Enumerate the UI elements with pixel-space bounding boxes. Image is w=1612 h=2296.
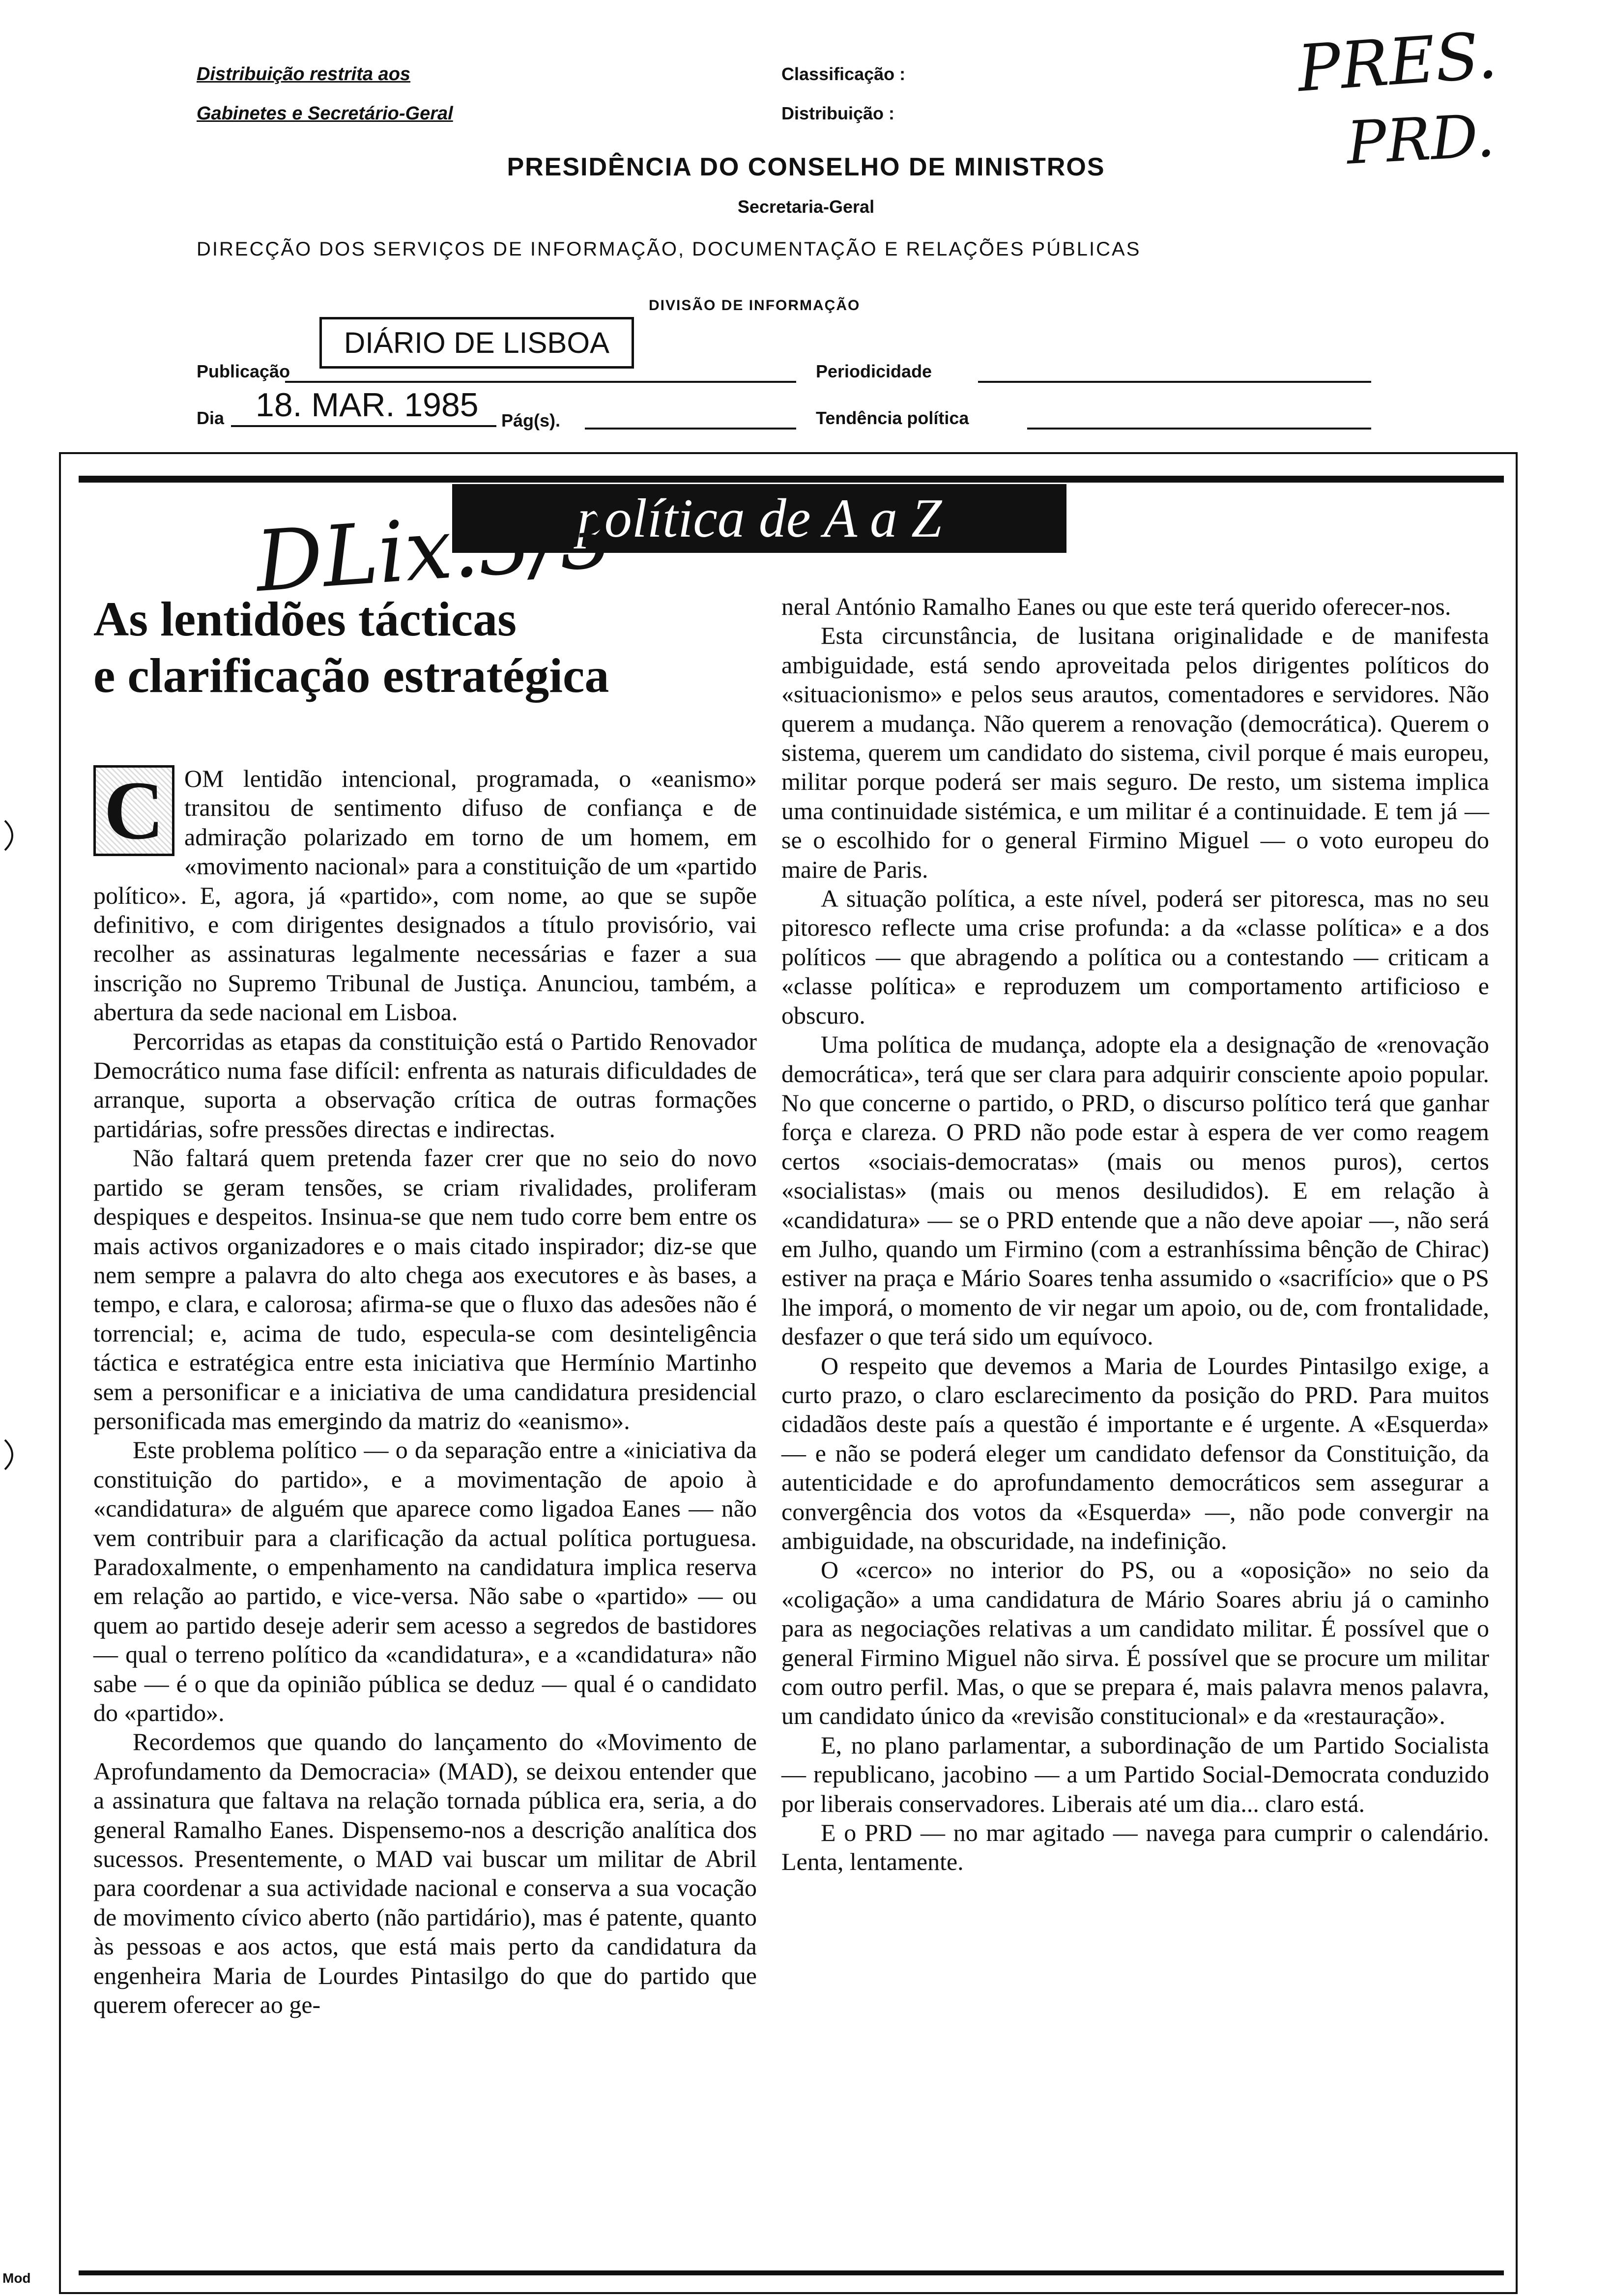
publication-underline (285, 381, 796, 383)
pages-label: Pág(s). (501, 410, 561, 430)
paragraph: Uma política de mudança, adopte ela a designação de «renovação democrática», terá que ser clara para adquirir consciente apoio popular. No que concerne o partido, o PRD, o discurso político terá que ganhar força e clareza. O PRD não pode estar à espera de ver como reagem certos «sociais-democratas» (mais ou menos puros), certos «socialistas» (mais ou menos desiludidos). E em relação à «candidatura» — se o PRD entende que a não deve apoiar —, não será em Julho, quando um Firmino (com a estranhíssima bênção de Chirac) estiver na praça e Mário Soares tenha assumido o «sacrifício» que o PS lhe imporá, o momento de vir negar um apoio, ou de, com frontalidade, desfazer o que terá sido um equívoco. (781, 1031, 1489, 1350)
day-stamp: 18. MAR. 1985 (256, 386, 479, 424)
paragraph: Recordemos que quando do lançamento do «Movimento de Aprofundamento da Democracia» (MAD), se deixou entender que a assinatura que faltava na relação tornada pública era, seria, a do general Ramalho Eanes. Dispensemo-nos a descrição analítica dos sucessos. Presentemente, o MAD vai buscar um militar de Abril para coordenar a sua actividade nacional e conserva a sua vocação de movimento cívico aberto (não partidário), mas é patente, quanto às pessoas e aos actos, que está mais perto da candidatura da engenheira Maria de Lourdes Pintasilgo do que do partido que querem oferecer ao ge- (93, 1728, 757, 2019)
handwritten-note-pres: PRES. (1295, 18, 1499, 106)
punch-hole-mark-top (0, 816, 29, 855)
drop-cap: C (93, 765, 174, 856)
article-column-left (93, 764, 757, 2253)
paragraph: Esta circunstância, de lusitana originalidade e de manifesta ambiguidade, está sendo aproveitada pelos dirigentes políticos do «situacionismo» e pelos seus arautos, comentadores e servidores. Não querem a mudança. Não querem a renovação (democrática). Querem o sistema, querem um candidato do sistema, civil porque é mais europeu, militar porque poderá ser mais seguro. De resto, um sistema implica uma continuidade sistémica, e um militar é a continuidade. E tem já — se o escolhido for o general Firmino Miguel — o voto europeu do maire de Paris. (781, 622, 1489, 883)
article-column-right (781, 592, 1489, 2253)
classification-label: Classificação : (781, 64, 906, 84)
handwritten-reference: DLix.3/3 (252, 488, 616, 611)
day-underline (231, 425, 496, 427)
directorate: DIRECÇÃO DOS SERVIÇOS DE INFORMAÇÃO, DOCUMENTAÇÃO E RELAÇÕES PÚBLICAS (197, 238, 1141, 260)
article-title-line1: As lentidões tácticas (93, 592, 517, 646)
periodicity-label: Periodicidade (816, 361, 932, 381)
paragraph: E, no plano parlamentar, a subordinação de um Partido Socialista — republicano, jacobino — a um Partido Social-Democrata conduzido por liberais conservadores. Liberais até um dia... claro está. (781, 1731, 1489, 1817)
paragraph-continuation: neral António Ramalho Eanes ou que este terá querido oferecer-nos. (781, 593, 1451, 620)
paragraph: E o PRD — no mar agitado — navega para cumprir o calendário. Lenta, lentamente. (781, 1819, 1489, 1876)
paragraph: Percorridas as etapas da constituição está o Partido Renovador Democrático numa fase difícil: enfrenta as naturais dificuldades de arranque, suporta a observação crítica de outras formações partidárias, sofre pressões directas e indirectas. (93, 1027, 757, 1143)
section-banner: política de A a Z (452, 484, 1066, 553)
paragraph: Este problema político — o da separação entre a «iniciativa da constituição do partido», e a movimentação de apoio à «candidatura» de alguém que aparece como ligadoa Eanes — não vem contribuir para a clarificação da actual política portuguesa. Paradoxalmente, o empenhamento na candidatura implica reserva em relação ao partido, e vice-versa. Não sabe o «partido» — ou quem ao partido deseje aderir sem acesso a segredos de bastidores — qual o terreno político da «candidatura», e a «candidatura» não sabe — é o que da opinião pública se deduz — qual é o candidato do «partido». (93, 1436, 757, 1726)
org-subtitle: Secretaria-Geral (737, 197, 875, 217)
paragraph: Não faltará quem pretenda fazer crer que no seio do novo partido se geram tensões, se criam rivalidades, proliferam despiques e despeitos. Insinua-se que nem tudo corre bem entre os mais activos organizadores e o mais citado inspirador; diz-se que nem sempre a palavra do alto chega aos executores e às bases, a tempo, e clara, e calorosa; afirma-se que o fluxo das adesões não é torrencial; e, acima de tudo, especula-se com desinteligência táctica e estratégica entre esta iniciativa que Hermínio Martinho sem a personificar e a iniciativa de uma candidatura presidencial personificada mas emergindo da matriz do «eanismo». (93, 1144, 757, 1435)
distribution-restricted-line1: Distribuição restrita aos (197, 64, 411, 85)
punch-hole-mark-bottom (0, 1435, 29, 1474)
distribution-label: Distribuição : (781, 103, 895, 123)
division: DIVISÃO DE INFORMAÇÃO (649, 297, 861, 314)
org-title: PRESIDÊNCIA DO CONSELHO DE MINISTROS (507, 153, 1105, 181)
day-label: Dia (197, 408, 225, 428)
periodicity-underline (978, 381, 1371, 383)
article-title-line2: e clarificação estratégica (93, 648, 609, 703)
tendency-underline (1027, 428, 1371, 430)
handwritten-note-prd: PRD. (1345, 102, 1497, 178)
pages-underline (585, 428, 796, 430)
bottom-rule (79, 2270, 1504, 2275)
tendency-label: Tendência política (816, 408, 969, 428)
distribution-restricted-line2: Gabinetes e Secretário-Geral (197, 103, 453, 124)
paragraph: O respeito que devemos a Maria de Lourdes Pintasilgo exige, a curto prazo, o claro esclarecimento da posição do PRD. Para muitos cidadãos deste país a questão é importante e é urgente. A «Esquerda» — e não se poderá eleger um candidato defensor da Constituição, da autenticidade e do aprofundamento democráticos sem assegurar a convergência dos votos da «Esquerda» —, não pode convergir na ambiguidade, na obscuridade, na indefinição. (781, 1351, 1489, 1554)
publication-label: Publicação (197, 361, 290, 381)
paragraph: A situação política, a este nível, poderá ser pitoresca, mas no seu pitoresco reflecte uma crise profunda: a da «classe política» e a dos políticos — que abragendo a política ou a contestando — criticam a «classe política» e reproduzem um comportamento artificioso e obscuro. (781, 885, 1489, 1029)
paragraph: O «cerco» no interior do PS, ou a «oposição» no seio da «coligação» a uma candidatura de Mário Soares abriu já o caminho para as negociações relativas a um candidato militar. É possível que o general Firmino Miguel não sirva. É possível que se procure um militar com outro perfil. Mas, o que se prepara é, mais palavra menos palavra, um candidato único da «revisão constitucional» e da «restauração». (781, 1556, 1489, 1730)
top-rule (79, 476, 1504, 483)
form-mark: Mod (2, 2270, 31, 2286)
publication-stamp: DIÁRIO DE LISBOA (319, 317, 634, 369)
paragraph-intro: OM lentidão intencional, programada, o «eanismo» transitou de sentimento difuso de confiança e de admiração polarizado em torno de um homem, em «movimento nacional» para a constituição de um «partido político». E, agora, já «partido», com nome, ao que se supõe definitivo, e com dirigentes designados a título provisório, vai recolher as assinaturas legalmente necessárias e fazer a sua inscrição no Supremo Tribunal de Justiça. Anunciou, também, a abertura da sede nacional em Lisboa. (93, 765, 757, 1026)
